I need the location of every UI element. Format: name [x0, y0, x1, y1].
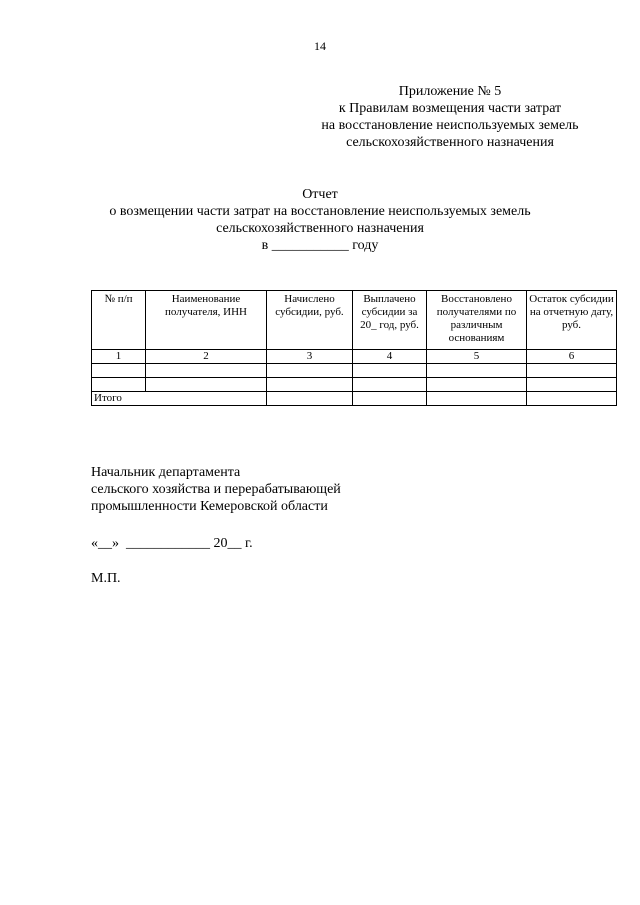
- column-number-row: [92, 350, 617, 364]
- table-cell: [353, 378, 427, 392]
- appendix-line-4: сельскохозяйственного назначения: [346, 135, 554, 150]
- total-row: [92, 392, 617, 406]
- table-cell: [146, 364, 267, 378]
- table-cell: [92, 378, 146, 392]
- table-cell: [527, 392, 617, 406]
- table-cell: [427, 364, 527, 378]
- signature-line-3: промышленности Кемеровской области: [91, 499, 328, 514]
- column-number-cell: 6: [527, 350, 617, 364]
- signature-line-1: Начальник департамента: [91, 465, 241, 480]
- column-number-cell: 1: [92, 350, 146, 364]
- table-cell: [527, 378, 617, 392]
- table-cell: [267, 364, 353, 378]
- table-header-row: [92, 291, 617, 350]
- report-year-line: в ___________ году: [261, 238, 379, 253]
- table-cell: [353, 364, 427, 378]
- header-cell-recipient: Наименование получателя, ИНН: [146, 291, 267, 350]
- column-number-cell: 2: [146, 350, 267, 364]
- signature-block: [91, 464, 411, 515]
- table-cell: [267, 392, 353, 406]
- report-title-block: [60, 186, 580, 254]
- report-table: [91, 290, 617, 406]
- table-cell: [427, 392, 527, 406]
- table-cell: [146, 378, 267, 392]
- appendix-line-1: Приложение № 5: [398, 84, 502, 99]
- table-row: [92, 378, 617, 392]
- table-cell: [92, 364, 146, 378]
- appendix-line-3: на восстановление неиспользуемых земель: [321, 118, 579, 133]
- signature-line-2: сельского хозяйства и перерабатывающей: [91, 482, 341, 497]
- report-title: Отчет: [302, 187, 338, 202]
- header-cell-accrued: Начислено субсидии, руб.: [267, 291, 353, 350]
- column-number-cell: 3: [267, 350, 353, 364]
- appendix-header: [300, 83, 600, 151]
- table-cell: [527, 364, 617, 378]
- report-title-line-3: сельскохозяйственного назначения: [216, 221, 424, 236]
- table-cell: [267, 378, 353, 392]
- stamp-label: М.П.: [91, 571, 121, 586]
- page-number: 14: [314, 39, 326, 53]
- appendix-line-2: к Правилам возмещения части затрат: [338, 101, 562, 116]
- table-cell: [427, 378, 527, 392]
- column-number-cell: 5: [427, 350, 527, 364]
- table-cell: [353, 392, 427, 406]
- header-cell-restored: Восстановлено получателями по различным основаниям: [427, 291, 527, 350]
- header-cell-number: № п/п: [92, 291, 146, 350]
- date-line: «__» ____________ 20__ г.: [91, 536, 253, 551]
- total-label: Итого: [92, 392, 267, 406]
- header-cell-paid: Выплачено субсидии за 20_ год, руб.: [353, 291, 427, 350]
- column-number-cell: 4: [353, 350, 427, 364]
- header-cell-balance: Остаток субсидии на отчетную дату, руб.: [527, 291, 617, 350]
- table-row: [92, 364, 617, 378]
- report-title-line-2: о возмещении части затрат на восстановление неиспользуемых земель: [109, 204, 531, 219]
